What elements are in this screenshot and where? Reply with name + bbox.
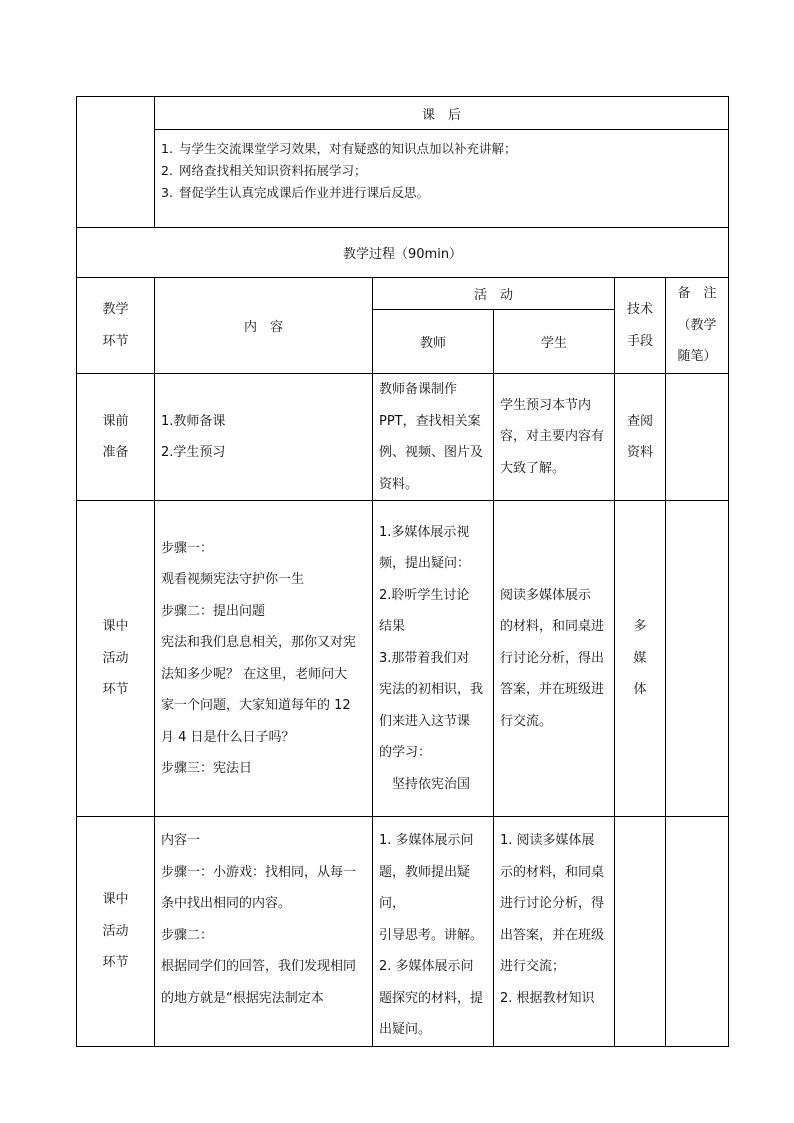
student-cell: 1. 阅读多媒体展 示的材料，和同桌 进行讨论分析，得 出答案，并在班级 进行交流； 2. 根据教材知识 <box>494 817 615 1047</box>
lesson-plan-table <box>76 96 729 1047</box>
teacher-cell: 教师备课制作 PPT，查找相关案 例、视频、图片及 资料。 <box>373 374 494 501</box>
after-class-list <box>155 130 729 228</box>
notes-cell <box>666 501 729 817</box>
tech-cell: 查阅 资料 <box>615 374 666 501</box>
after-class-title: 课 后 <box>155 97 729 130</box>
section-cell: 课前 准备 <box>77 374 155 501</box>
section-cell: 课中 活动 环节 <box>77 817 155 1047</box>
lesson-plan-page <box>76 96 728 1047</box>
teacher-cell: 1.多媒体展示视 频，提出疑问： 2.聆听学生讨论 结果 3.那带着我们对 宪法的初相识，我 们来进入这节课 的学习： 坚持依宪治国 <box>373 501 494 817</box>
header-section: 教学 环节 <box>77 278 155 374</box>
notes-cell <box>666 374 729 501</box>
tech-cell: 多 媒 体 <box>615 501 666 817</box>
tech-cell <box>615 817 666 1047</box>
after-class-blank-cell <box>77 97 155 228</box>
table-row <box>77 817 729 1047</box>
section-cell: 课中 活动 环节 <box>77 501 155 817</box>
student-cell: 学生预习本节内 容，对主要内容有 大致了解。 <box>494 374 615 501</box>
header-activity: 活 动 <box>373 278 615 310</box>
header-content: 内 容 <box>155 278 373 374</box>
table-row <box>77 374 729 501</box>
content-cell: 1.教师备课 2.学生预习 <box>155 374 373 501</box>
list-item: 3. 督促学生认真完成课后作业并进行课后反思。 <box>161 185 430 200</box>
header-teacher: 教师 <box>373 310 494 374</box>
notes-cell <box>666 817 729 1047</box>
teacher-cell: 1. 多媒体展示问 题，教师提出疑问， 引导思考。讲解。 2. 多媒体展示问 题探究的材料，提 出疑问。 <box>373 817 494 1047</box>
header-tech: 技术 手段 <box>615 278 666 374</box>
header-notes: 备 注 （教学 随笔） <box>666 278 729 374</box>
header-student: 学生 <box>494 310 615 374</box>
student-cell: 阅读多媒体展示 的材料，和同桌进 行讨论分析，得出 答案，并在班级进 行交流。 <box>494 501 615 817</box>
content-cell: 步骤一： 观看视频宪法守护你一生 步骤二：提出问题 宪法和我们息息相关，那你又对宪 法知多少呢？ 在这里，老师问大 家一个问题，大家知道每年的 12 月 4 日是什么日子吗？ 步骤三：宪法日 <box>155 501 373 817</box>
list-item: 1. 与学生交流课堂学习效果，对有疑惑的知识点加以补充讲解； <box>161 141 517 156</box>
list-item: 2. 网络查找相关知识资料拓展学习； <box>161 163 367 178</box>
process-title: 教学过程（90min） <box>77 228 729 278</box>
content-cell: 内容一 步骤一：小游戏：找相同，从每一 条中找出相同的内容。 步骤二： 根据同学们的回答，我们发现相同 的地方就是“根据宪法制定本 <box>155 817 373 1047</box>
table-row <box>77 501 729 817</box>
